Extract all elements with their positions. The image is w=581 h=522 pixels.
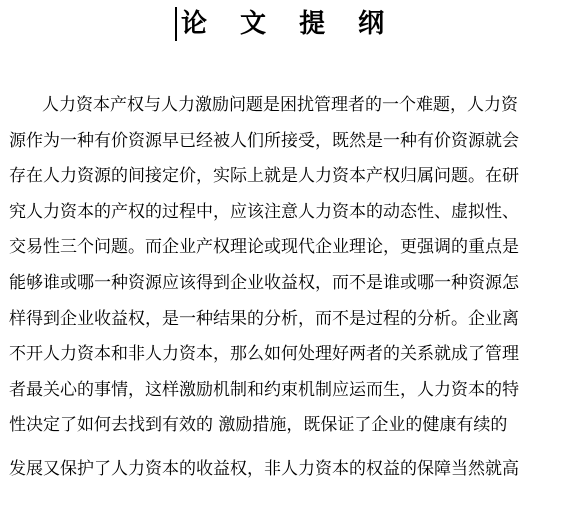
body-line-6: 能够谁或哪一种资源应该得到企业收益权，而不是谁或哪一种资源怎: [9, 272, 519, 293]
body-line-11: 发展又保护了人力资本的收益权，非人力资本的权益的保障当然就高: [9, 458, 519, 479]
text-cursor: [175, 7, 177, 41]
body-line-7: 样得到企业收益权，是一种结果的分析，而不是过程的分析。企业离: [9, 308, 519, 329]
title-area: [175, 6, 396, 42]
body-line-10: 性决定了如何去找到有效的 激励措施，既保证了企业的健康有续的: [9, 415, 508, 436]
document-body[interactable]: [9, 88, 579, 480]
body-line-2: 源作为一种有价资源早已经被人们所接受，既然是一种有价资源就会: [9, 130, 519, 151]
body-line-9: 者最关心的事情，这样激励机制和约束机制应运而生，人力资本的特: [9, 379, 519, 400]
body-line-4: 究人力资本的产权的过程中，应该注意人力资本的动态性、虚拟性、: [9, 201, 519, 222]
body-line-5: 交易性三个问题。而企业产权理论或现代企业理论，更强调的重点是: [9, 237, 519, 258]
body-line-3: 存在人力资源的间接定价，实际上就是人力资本产权归属问题。在研: [9, 166, 519, 187]
document-title[interactable]: 论 文 提 纲: [181, 9, 397, 39]
body-line-1: 人力资本产权与人力激励问题是困扰管理者的一个难题，人力资: [42, 95, 518, 115]
body-line-8: 不开人力资本和非人力资本，那么如何处理好两者的关系就成了管理: [9, 344, 519, 365]
